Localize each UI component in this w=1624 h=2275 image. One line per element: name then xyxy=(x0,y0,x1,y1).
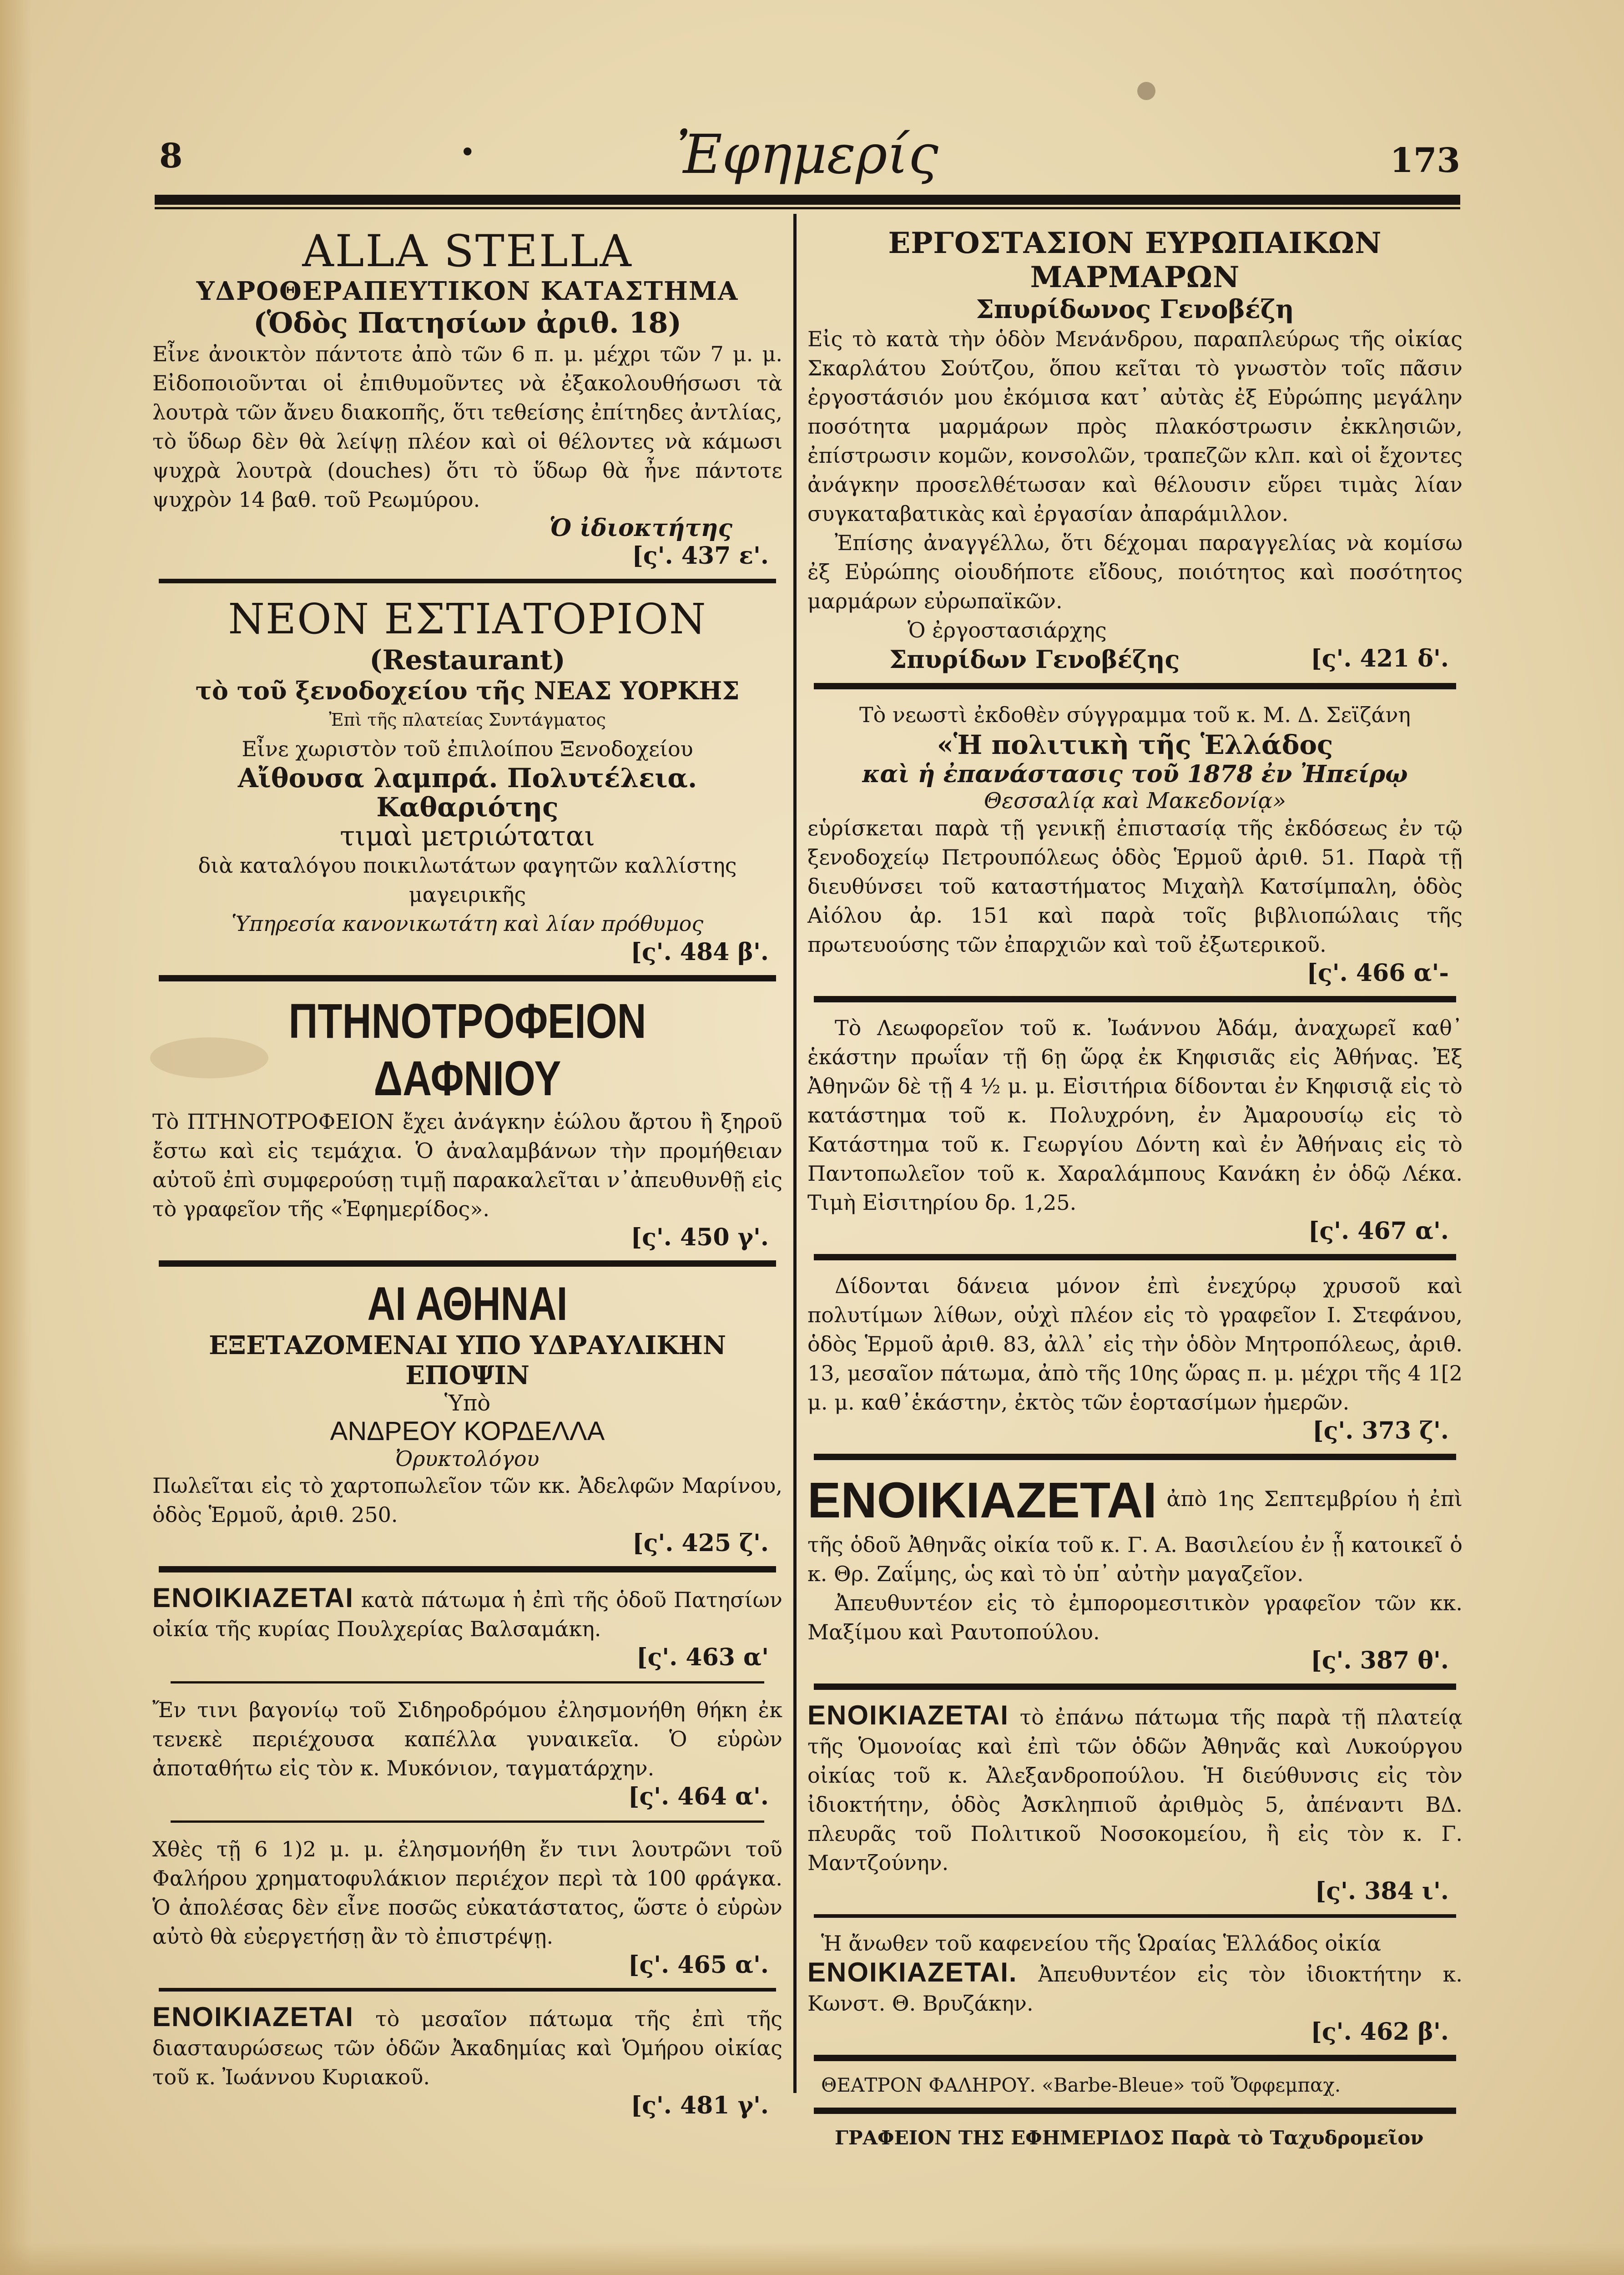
separator xyxy=(814,2055,1456,2061)
separator xyxy=(814,996,1456,1002)
separator xyxy=(171,1820,764,1823)
ad-body: τὸ ἐπάνω πάτωμα τῆς παρὰ τῇ πλατείᾳ τῆς Ὁμονοίας καὶ ἐπὶ τῶν ὁδῶν Ἀθηνᾶς καὶ Λυκούργου οἰκίας τοῦ κ. Ἀλεξανδροπούλου. Ἡ διεύθυνσις εἰς τὸν ἰδιοκτήτην, ὁδὸς Ἀσκληπιοῦ ἀριθμὸς 5, ἀπέναντι ΒΔ. πλευρᾶς τοῦ Πολιτικοῦ Νοσοκομείου, ἢ εἰς τὸν κ. Γ. Μαντζούνην. xyxy=(807,1705,1463,1875)
ad-body: Ἐπίσης ἀναγγέλλω, ὅτι δέχομαι παραγγελίας νὰ κομίσω ἐξ Εὐρώπης οἱουδήποτε εἴδους, ποιότητος καὶ ποσότητος μαρμάρων εὐρωπαϊκῶν. xyxy=(807,531,1463,613)
ad-reference: [ς'. 425 ζ'. xyxy=(632,1529,769,1557)
separator xyxy=(814,2108,1456,2114)
ad-title: ΑΙ ΑΘΗΝΑΙ xyxy=(367,1278,568,1330)
ad-body: Ἀπευθυντέον εἰς τὸ ἐμπορομεσιτικὸν γραφεῖον τῶν κκ. Μαξίμου καὶ Ραυτοπούλου. xyxy=(807,1591,1463,1644)
ad-ai-athinai xyxy=(152,1272,782,1561)
ad-title: ΠΤΗΝΟΤΡΟΦΕΙΟΝ ΔΑΦΝΙΟΥ xyxy=(288,993,646,1106)
ad-reference: [ς'. 467 α'. xyxy=(1308,1217,1449,1245)
ad-body: Τὸ Λεωφορεῖον τοῦ κ. Ἰωάννου Ἀδάμ, ἀναχωρεῖ καθ᾽ ἑκάστην πρωΐαν τῇ 6ῃ ὥρᾳ ἐκ Κηφισιᾶς εἰς Ἀθήνας. Ἐξ Ἀθηνῶν δὲ τῇ 4 ½ μ. μ. Εἰσιτήρια δίδονται ἐν Κηφισιᾷ εἰς τὸ κατάστημα τοῦ κ. Πολυχρόνη, ἐν Ἀμαρουσίῳ εἰς τὸ Κατάστημα τοῦ κ. Γεωργίου Δόντη καὶ ἐν Ἀθήναις εἰς τὸ Παντοπωλεῖον τοῦ κ. Χαραλάμπους Κανάκη ἐν ὁδῷ Λέκα. Τιμὴ Εἰσιτηρίου δρ. 1,25. xyxy=(807,1016,1463,1215)
ad-reference: [ς'. 373 ζ'. xyxy=(1312,1417,1449,1445)
ad-reference: [ς'. 464 α'. xyxy=(628,1783,769,1810)
separator xyxy=(159,579,776,583)
ad-address: (Ὁδὸς Πατησίων ἀριθ. 18) xyxy=(253,306,681,339)
ad-reference: [ς'. 384 ι'. xyxy=(1315,1877,1449,1905)
ad-subtitle: ΥΔΡΟΘΕΡΑΠΕΥΤΙΚΟΝ ΚΑΤΑΣΤΗΜΑ xyxy=(196,276,739,306)
ad-line: διὰ καταλόγου ποικιλωτάτων φαγητῶν καλλίστης μαγειρικῆς xyxy=(198,853,737,907)
ad-body: Τὸ ΠΤΗΝΟΤΡΟΦΕΙΟΝ ἔχει ἀνάγκην ἑώλου ἄρτου ἢ ξηροῦ ἔστω καὶ εἰς τεμάχια. Ὁ ἀναλαμβάνων τὴν προμήθειαν αὐτοῦ ἐπὶ συμφερούσῃ τιμῇ παρακαλεῖται ν᾽ἀπευθυνθῇ εἰς τὸ γραφεῖον τῆς «Ἐφημερίδος». xyxy=(152,1109,782,1221)
page-header xyxy=(150,123,1465,191)
ad-body: Ἀπευθυντέον εἰς τὸν ἰδιοκτήτην κ. Κωνστ. Θ. Βρυζάκην. xyxy=(807,1962,1463,2016)
ad-title: ALLA STELLA xyxy=(302,226,633,277)
ad-body: Εἶνε ἀνοικτὸν πάντοτε ἀπὸ τῶν 6 π. μ. μέχρι τῶν 7 μ. μ. Εἰδοποιοῦνται οἱ ἐπιθυμοῦντες νὰ ἐξακολουθήσωσι τὰ λουτρὰ τῶν ἄνευ διακοπῆς, ὅτι τεθείσης ἐπίτηδες ἀντλίας, τὸ ὕδωρ δὲν θὰ λείψῃ πλέον καὶ οἱ θέλοντες νὰ κάμωσι ψυχρὰ λουτρὰ (douches) ὅτι τὸ ὕδωρ θὰ ἦνε πάντοτε ψυχρὸν 14 βαθ. τοῦ Ρεωμύρου. xyxy=(152,342,782,512)
ad-loans xyxy=(807,1266,1463,1448)
ad-sign-role: Ὁ ἐργοστασιάρχης xyxy=(908,618,1107,642)
ad-book-title: «Ἡ πολιτικὴ τῆς Ἑλλάδος xyxy=(937,729,1333,760)
ad-alla-stella xyxy=(152,221,782,573)
separator xyxy=(814,1684,1456,1690)
ad-reference: [ς'. 421 δ'. xyxy=(1311,645,1449,672)
ad-book xyxy=(807,695,1463,991)
separator xyxy=(159,1260,776,1267)
page-number-right: 173 xyxy=(1390,141,1460,180)
column-divider xyxy=(793,214,797,2093)
ad-reference: [ς'. 462 β'. xyxy=(1311,2018,1449,2046)
separator xyxy=(159,975,776,981)
ad-enoikiazetai-5 xyxy=(807,1923,1463,2049)
ad-reference: [ς'. 450 γ'. xyxy=(630,1223,769,1251)
theatre-line: ΘΕΑΤΡΟΝ ΦΑΛΗΡΟΥ. «Barbe-Bleue» τοῦ Ὄφφεμπαχ. xyxy=(821,2074,1341,2096)
separator xyxy=(814,1454,1456,1460)
ad-body: κατὰ πάτωμα ἡ ἐπὶ τῆς ὁδοῦ Πατησίων οἰκία τῆς κυρίας Πουλχερίας Βαλσαμάκη. xyxy=(152,1587,783,1641)
ad-body: Εἰς τὸ κατὰ τὴν ὁδὸν Μενάνδρου, παραπλεύρως τῆς οἰκίας Σκαρλάτου Σούτζου, ὅπου κεῖται τὸ γνωστὸν τοῖς πᾶσιν ἐργοστάσιόν μου ἐκόμισα κατ᾽ αὐτὰς ἐξ Εὐρώπης μεγάλην ποσότητα μαρμάρων πρὸς πλακόστρωσιν ἐκκλησιῶν, ἐπίστρωσιν κομῶν, κονσολῶν, τραπεζῶν κλπ. καὶ οἱ ἔχοντες ἀνάγκην προσελθέτωσαν καὶ θέλουσιν εὕρει τιμὰς λίαν συγκαταβατικὰς καὶ ἐργασίαν ἀπαράμιλλον. xyxy=(807,327,1463,526)
ad-enoikiazetai-3 xyxy=(807,1466,1463,1678)
ad-line: Ἐπὶ τῆς πλατείας Συντάγματος xyxy=(329,710,606,730)
office-line: ΓΡΑΦΕΙΟΝ ΤΗΣ ΕΦΗΜΕΡΙΔΟΣ Παρὰ τὸ Ταχυδρομεῖον xyxy=(835,2127,1424,2149)
separator xyxy=(814,1914,1456,1918)
ad-marble-factory xyxy=(807,221,1463,677)
ad-title: ΝΕΟΝ ΕΣΤΙΑΤΟΡΙΟΝ xyxy=(228,595,707,643)
ad-by: Ὑπὸ xyxy=(444,1390,491,1416)
ad-line: Εἶνε χωριστὸν τοῦ ἐπιλοίπου Ξενοδοχείου xyxy=(242,737,693,761)
ad-reference: [ς'. 387 θ'. xyxy=(1311,1647,1449,1674)
right-column xyxy=(807,221,1463,2155)
ad-head: ΕΝΟΙΚΙΑΖΕΤΑΙ xyxy=(152,1582,354,1613)
ad-owner: Σπυρίδωνος Γενοβέζη xyxy=(976,294,1294,324)
ad-reference: [ς'. 463 α' xyxy=(636,1643,769,1671)
separator xyxy=(159,1988,776,1992)
paper-edge-shadow xyxy=(0,0,32,2275)
ad-subtitle: (Restaurant) xyxy=(369,644,565,676)
ad-body: τὸ μεσαῖον πάτωμα τῆς ἐπὶ τῆς διασταυρώσεως τῶν ὁδῶν Ἀκαδημίας καὶ Ὁμήρου οἰκίας τοῦ κ. Ἰωάννου Κυριακοῦ. xyxy=(152,2007,782,2089)
left-column xyxy=(152,221,782,2123)
ad-line: Ὑπηρεσία κανονικωτάτη καὶ λίαν πρόθυμος xyxy=(231,911,704,936)
ad-reference: [ς'. 484 β'. xyxy=(630,938,769,966)
ad-lost-hats xyxy=(152,1690,782,1814)
ad-line: τιμαὶ μετριώταται xyxy=(340,820,595,852)
header-dot: • xyxy=(459,136,476,168)
ad-reference: [ς'. 465 α'. xyxy=(628,1951,769,1979)
ad-head: ΕΝΟΙΚΙΑΖΕΤΑΙ. xyxy=(807,1957,1018,1987)
ad-lost-wallet xyxy=(152,1829,782,1982)
separator xyxy=(171,1681,764,1684)
ad-enoikiazetai-4 xyxy=(807,1695,1463,1909)
separator xyxy=(814,1254,1456,1260)
office-notice xyxy=(807,2119,1463,2155)
ad-body: εὑρίσκεται παρὰ τῇ γενικῇ ἐπιστασίᾳ τῆς ἐκδόσεως ἐν τῷ ξενοδοχείῳ Πετρουπόλεως ὁδὸς Ἑρμοῦ ἀριθ. 51. Παρὰ τῇ διευθύνσει τοῦ καταστήματος Μιχαὴλ Κατσίμπαλη, ὁδὸς Αἰόλου ἀρ. 151 καὶ παρὰ τοῖς βιβλιοπώλαις τῆς πρωτευούσης τῶν ἐπαρχιῶν καὶ τοῦ ἐξωτερικοῦ. xyxy=(807,816,1463,957)
ad-author: ΑΝΔΡΕΟΥ ΚΟΡΔΕΛΛΑ xyxy=(330,1416,605,1446)
ad-line: τὸ τοῦ ξενοδοχείου τῆς ΝΕΑΣ ΥΟΡΚΗΣ xyxy=(195,676,740,705)
ad-body: ἀπὸ 1ης Σεπτεμβρίου ἡ ἐπὶ τῆς ὁδοῦ Ἀθηνᾶς οἰκία τοῦ κ. Γ. Α. Βασιλείου ἐν ᾗ κατοικεῖ ὁ κ. Θρ. Ζαΐμης, ὡς καὶ τὸ ὑπ᾽ αὐτὴν μαγαζεῖον. xyxy=(807,1486,1463,1586)
separator xyxy=(159,1566,776,1572)
paper-spot xyxy=(1137,82,1155,100)
ad-enoikiazetai-1 xyxy=(152,1578,782,1675)
ad-enoikiazetai-2 xyxy=(152,1997,782,2123)
ad-neon-estiatorion xyxy=(152,589,782,970)
separator xyxy=(814,683,1456,689)
ad-signature: Ὁ ἰδιοκτήτης xyxy=(549,514,732,542)
ad-ptinotrofeion xyxy=(152,987,782,1255)
header-rule-thin xyxy=(155,207,1460,209)
header-rule xyxy=(155,195,1460,205)
ad-head: ΕΝΟΙΚΙΑΖΕΤΑΙ xyxy=(807,1700,1009,1730)
ad-role: Ὀρυκτολόγου xyxy=(395,1446,540,1471)
ad-sign-name: Σπυρίδων Γενοβέζης xyxy=(889,645,1180,674)
ad-intro: Τὸ νεωστὶ ἐκδοθὲν σύγγραμμα τοῦ κ. Μ. Δ. Σεϊζάνη xyxy=(859,703,1411,727)
ad-book-title: καὶ ἡ ἐπανάστασις τοῦ 1878 ἐν Ἠπείρῳ xyxy=(862,760,1408,788)
ad-intro: Ἡ ἄνωθεν τοῦ καφενείου τῆς Ὡραίας Ἑλλάδος οἰκία xyxy=(821,1931,1382,1956)
paper-edge-shadow-bottom xyxy=(0,2243,1624,2275)
ad-head: ΕΝΟΙΚΙΑΖΕΤΑΙ xyxy=(152,2002,354,2032)
ad-body: Δίδονται δάνεια μόνον ἐπὶ ἐνεχύρῳ χρυσοῦ καὶ πολυτίμων λίθων, οὐχὶ πλέον εἰς τὸ γραφεῖον Ι. Στεφάνου, ὁδὸς Ἑρμοῦ ἀριθ. 83, ἀλλ᾽ εἰς τὴν ὁδὸν Μητροπόλεως, ἀριθ. 13, μεσαῖον πάτωμα, ἀπὸ τῆς 10ης ὥρας π. μ. μέχρι τῆς 4 1[2 μ. μ. καθ᾽ἑκάστην, ἐκτὸς τῶν ἑορτασίμων ἡμερῶν. xyxy=(807,1274,1463,1415)
ad-subtitle: ΕΞΕΤΑΖΟΜΕΝΑΙ ΥΠΟ ΥΔΡΑΥΛΙΚΗΝ ΕΠΟΨΙΝ xyxy=(208,1330,726,1390)
ad-title: ΕΡΓΟΣΤΑΣΙΟΝ ΕΥΡΩΠΑΙΚΩΝ ΜΑΡΜΑΡΩΝ xyxy=(888,226,1382,294)
ad-body: Ἔν τινι βαγονίῳ τοῦ Σιδηροδρόμου ἐλησμονήθη θήκη ἐκ τενεκὲ περιέχουσα καπέλλα γυναικεῖα. Ὁ εὑρὼν ἀποταθήτω εἰς τὸν κ. Μυκόνιον, ταγματάρχην. xyxy=(152,1698,782,1780)
ad-head: ΕΝΟΙΚΙΑΖΕΤΑΙ xyxy=(807,1472,1157,1528)
ad-body: Χθὲς τῇ 6 1)2 μ. μ. ἐλησμονήθη ἔν τινι λουτρῶνι τοῦ Φαλήρου χρηματοφυλάκιον περιέχον περὶ τὰ 100 φράγκα. Ὁ ἀπολέσας δὲν εἶνε ποσῶς εὐκατάστατος, ὥστε ὁ εὑρὼν αὐτὸ θὰ εὐεργετήσῃ ἂν τὸ ἐπιστρέψῃ. xyxy=(152,1837,782,1949)
ad-book-title: Θεσσαλίᾳ καὶ Μακεδονίᾳ» xyxy=(983,788,1286,814)
theatre-notice xyxy=(807,2067,1463,2102)
ad-reference: [ς'. 481 γ'. xyxy=(630,2092,769,2119)
page-number-left: 8 xyxy=(159,136,183,176)
ad-omnibus xyxy=(807,1008,1463,1249)
ad-line: Αἴθουσα λαμπρά. Πολυτέλεια. Καθαριότης xyxy=(237,763,697,823)
masthead-title: Ἐφημερίς xyxy=(676,123,938,186)
ad-body: Πωλεῖται εἰς τὸ χαρτοπωλεῖον τῶν κκ. Ἀδελφῶν Μαρίνου, ὁδὸς Ἑρμοῦ, ἀριθ. 250. xyxy=(152,1473,782,1527)
ad-reference: [ς'. 466 α'- xyxy=(1306,959,1449,987)
ad-reference: [ς'. 437 ε'. xyxy=(632,542,769,570)
